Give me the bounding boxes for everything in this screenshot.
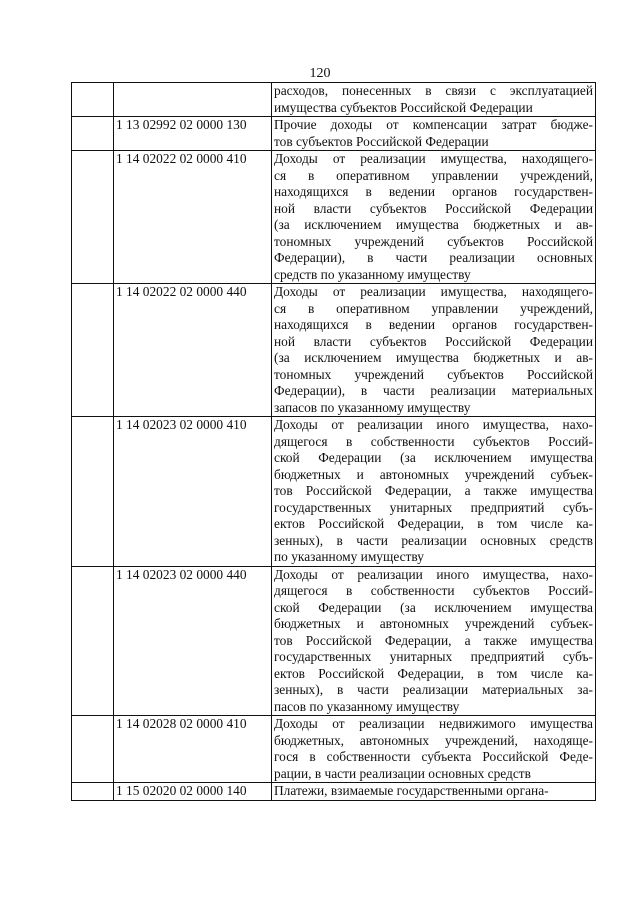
description-line: рации, в части реализации основных средств (274, 765, 531, 781)
income-description-cell (272, 566, 596, 716)
budget-classification-table (71, 82, 596, 801)
description-line: бюджетных и автономных учреждений субъек- (274, 466, 593, 482)
description-line: дящегося в собственности субъектов Россий- (274, 433, 593, 449)
income-description-cell (272, 117, 596, 151)
description-line: имущества субъектов Российской Федерации (274, 99, 533, 115)
income-description-cell (272, 716, 596, 783)
budget-code-cell: 1 14 02022 02 0000 440 (114, 284, 272, 417)
description-line: ся в оперативном управлении учреждений, (274, 300, 593, 316)
description-line: тономных учреждений субъектов Российской (274, 366, 593, 382)
description-line: тов Российской Федерации, а также имущества (274, 483, 593, 498)
description-line: Доходы от реализации имущества, находящего- (274, 151, 593, 166)
admin-code-cell (72, 716, 114, 783)
description-line: Доходы от реализации иного имущества, нахо- (274, 566, 593, 582)
description-line: Прочие доходы от компенсации затрат бюдже- (274, 117, 593, 132)
description-line: Доходы от реализации имущества, находящего- (274, 284, 593, 299)
description-line: Федерации), в части реализации основных (274, 250, 593, 265)
admin-code-cell (72, 566, 114, 716)
description-line: ектов Российской Федерации, в том числе ка- (274, 516, 593, 531)
admin-code-cell (72, 151, 114, 284)
description-line: ной власти субъектов Российской Федерации (274, 200, 593, 216)
table-row (72, 151, 596, 284)
description-line: тономных учреждений субъектов Российской (274, 233, 593, 249)
description-line: находящихся в ведении органов государствен- (274, 317, 593, 332)
admin-code-cell (72, 83, 114, 117)
page-number: 120 (309, 66, 331, 81)
description-line: (за исключением имущества бюджетных и ав- (274, 350, 593, 365)
description-line: зенных), в части реализации материальных за- (274, 682, 593, 697)
description-line: пасов по указанному имуществу (274, 698, 460, 714)
description-line: Доходы от реализации недвижимого имущества (274, 716, 593, 731)
income-description-cell (272, 284, 596, 417)
budget-code-cell: 1 14 02022 02 0000 410 (114, 151, 272, 284)
table-row (72, 83, 596, 117)
description-line: Платежи, взимаемые государственными органа- (274, 783, 549, 798)
description-line: гося в собственности субъекта Российской Феде- (274, 749, 593, 764)
admin-code-cell (72, 783, 114, 801)
description-line: государственных унитарных предприятий субъ- (274, 649, 593, 664)
description-line: Доходы от реализации иного имущества, нахо- (274, 417, 593, 432)
table-row (72, 566, 596, 716)
income-description-cell (272, 151, 596, 284)
description-line: тов Российской Федерации, а также имущества (274, 632, 593, 648)
income-description-cell (272, 417, 596, 567)
budget-code-cell: 1 14 02028 02 0000 410 (114, 716, 272, 783)
table-row (72, 284, 596, 417)
description-line: ской Федерации (за исключением имущества (274, 450, 593, 465)
admin-code-cell (72, 417, 114, 567)
description-line: ся в оперативном управлении учреждений, (274, 167, 593, 183)
income-description-cell (272, 783, 596, 801)
description-line: государственных унитарных предприятий субъ- (274, 499, 593, 515)
budget-code-cell (114, 83, 272, 117)
table-row (72, 117, 596, 151)
description-line: Федерации), в части реализации материальных (274, 383, 593, 398)
description-line: средств по указанному имуществу (274, 266, 471, 282)
description-line: бюджетных и автономных учреждений субъек- (274, 616, 593, 631)
admin-code-cell (72, 117, 114, 151)
budget-code-cell: 1 13 02992 02 0000 130 (114, 117, 272, 151)
income-description-cell (272, 83, 596, 117)
budget-code-cell: 1 14 02023 02 0000 410 (114, 417, 272, 567)
table-body (72, 83, 596, 801)
budget-code-cell: 1 15 02020 02 0000 140 (114, 783, 272, 801)
admin-code-cell (72, 284, 114, 417)
description-line: тов субъектов Российской Федерации (274, 133, 489, 149)
description-line: бюджетных, автономных учреждений, находяще- (274, 732, 593, 748)
budget-code-cell: 1 14 02023 02 0000 440 (114, 566, 272, 716)
description-line: расходов, понесенных в связи с эксплуатацией (274, 83, 593, 98)
description-line: ектов Российской Федерации, в том числе ка- (274, 665, 593, 681)
description-line: (за исключением имущества бюджетных и ав- (274, 217, 593, 232)
description-line: находящихся в ведении органов государствен- (274, 184, 593, 199)
description-line: дящегося в собственности субъектов Россий- (274, 583, 593, 598)
description-line: зенных), в части реализации основных средств (274, 532, 593, 548)
description-line: ной власти субъектов Российской Федерации (274, 333, 593, 349)
table-row (72, 417, 596, 567)
table-row (72, 716, 596, 783)
table-row (72, 783, 596, 801)
description-line: по указанному имуществу (274, 549, 424, 564)
description-line: запасов по указанному имуществу (274, 399, 471, 415)
description-line: ской Федерации (за исключением имущества (274, 599, 593, 615)
